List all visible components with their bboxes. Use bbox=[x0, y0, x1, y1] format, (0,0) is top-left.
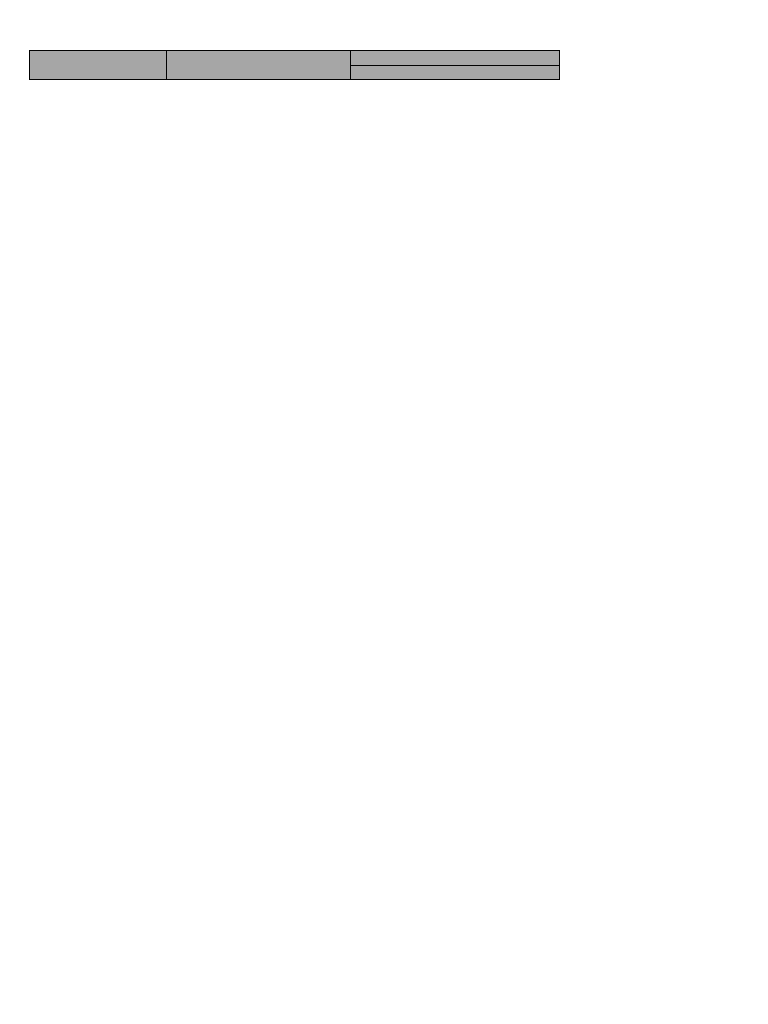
header-hs-code-range bbox=[29, 50, 167, 80]
header-key-field bbox=[350, 50, 560, 80]
header-detailed-description-label bbox=[351, 65, 559, 66]
header-product-group bbox=[166, 50, 351, 80]
